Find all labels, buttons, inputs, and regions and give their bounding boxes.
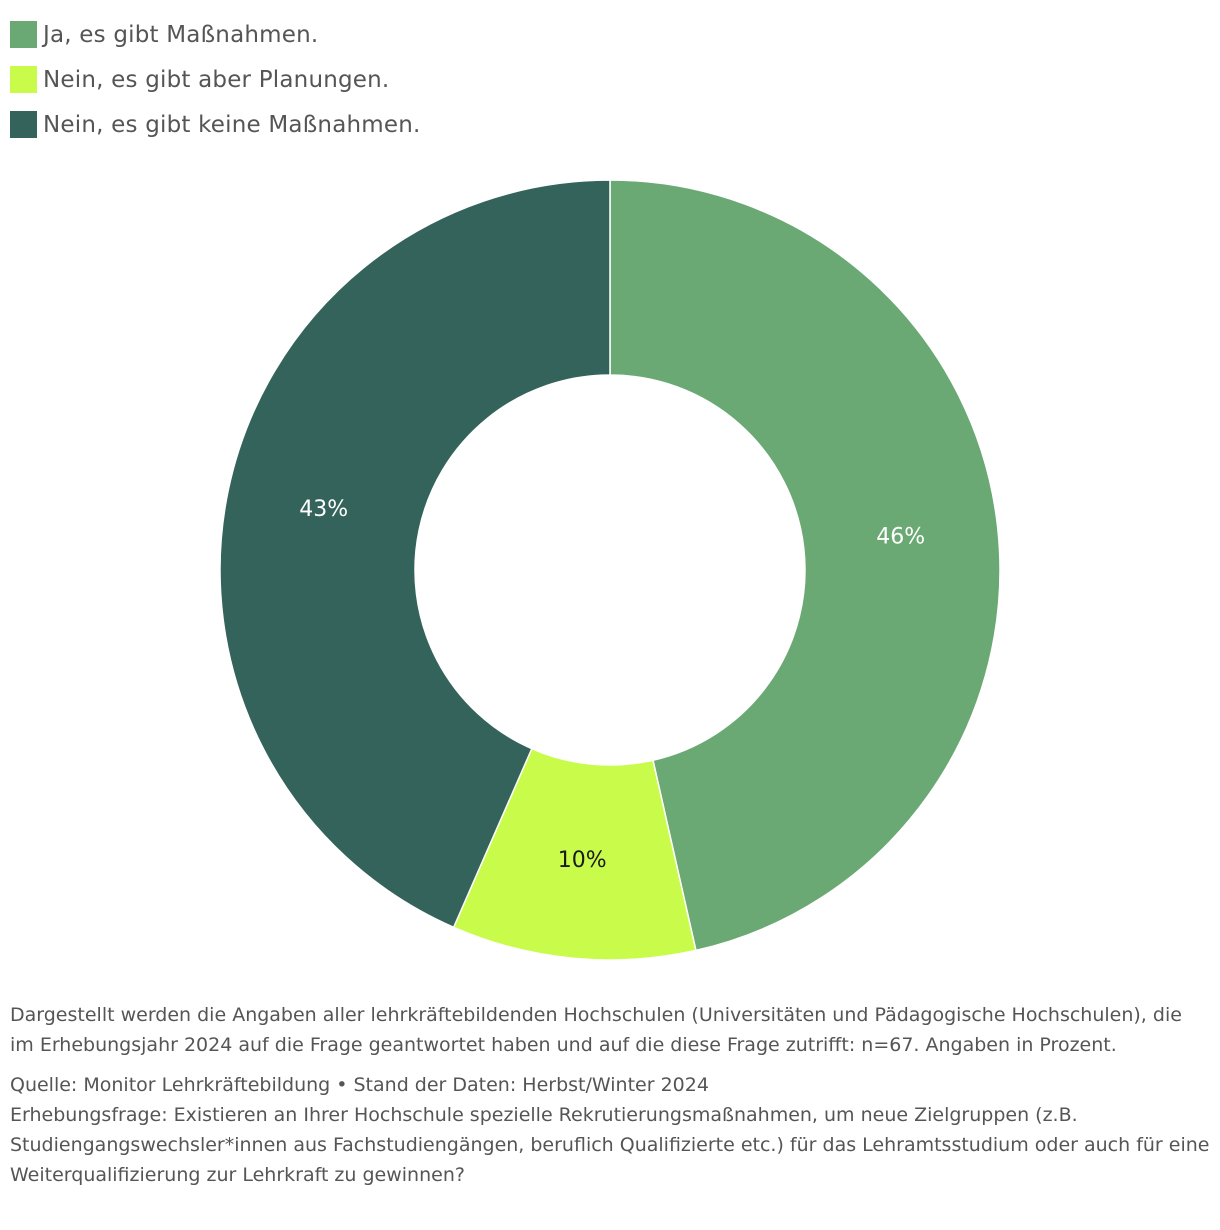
footnote-question: Erhebungsfrage: Existieren an Ihrer Hochschule spezielle Rekrutierungsmaßnahmen, um neue Zielgruppen (z.B. Studiengangswechsler*innen aus Fachstudiengängen, beruflich Qualifizierte etc.) für das Lehramtsstudium oder auch für eine Weiterqualifizierung zur Lehrkraft zu gewinnen? (10, 1104, 1210, 1186)
donut-chart (0, 160, 1220, 980)
data-label-planungen: 10% (557, 848, 607, 874)
legend-item-keine[interactable] (10, 102, 421, 147)
footnote-description: Dargestellt werden die Angaben aller lehrkräftebildenden Hochschulen (Universitäten und Pädagogische Hochschulen), die im Erhebungsjahr 2024 auf die Frage geantwortet haben und auf die diese Frage zutrifft: n=67. Angaben in Prozent. (10, 1004, 1182, 1056)
chart-footnote (10, 1000, 1210, 1190)
legend-swatch-keine (10, 111, 37, 138)
legend-item-planungen[interactable] (10, 57, 421, 102)
footnote-source: Quelle: Monitor Lehrkräftebildung • Stand der Daten: Herbst/Winter 2024 (10, 1074, 709, 1096)
legend-label-ja: Ja, es gibt Maßnahmen. (43, 21, 319, 48)
legend-swatch-ja (10, 21, 37, 48)
data-label-keine: 43% (299, 497, 349, 523)
data-label-ja: 46% (876, 524, 926, 550)
legend-item-ja[interactable] (10, 12, 421, 57)
legend-swatch-planungen (10, 66, 37, 93)
legend-label-keine: Nein, es gibt keine Maßnahmen. (43, 111, 421, 138)
legend-label-planungen: Nein, es gibt aber Planungen. (43, 66, 390, 93)
chart-legend (10, 12, 421, 147)
